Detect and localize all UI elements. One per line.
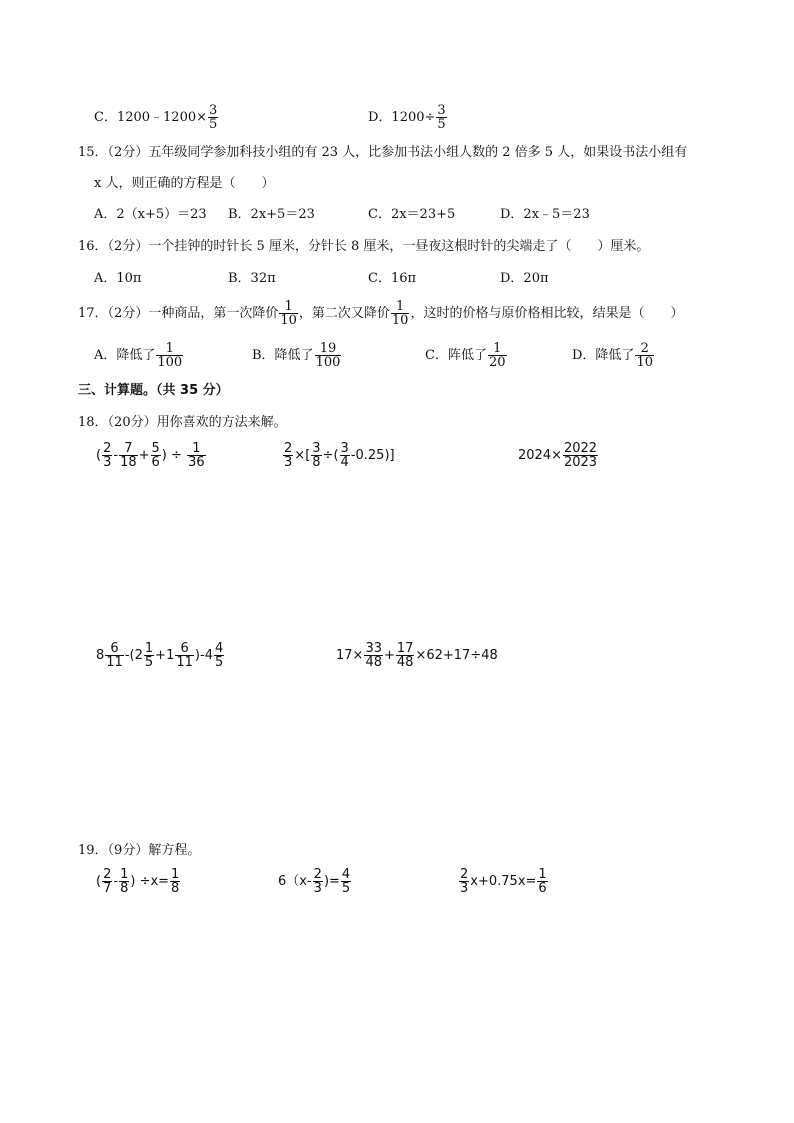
denominator: 10 <box>391 313 409 328</box>
q18-expression-1 <box>96 442 207 469</box>
numerator: 1 <box>144 641 154 656</box>
fraction <box>488 342 507 369</box>
denominator: 5 <box>144 655 154 670</box>
numerator: 7 <box>124 441 133 456</box>
whole-number: 1 <box>166 648 175 663</box>
denominator: 11 <box>106 655 123 670</box>
denominator: 5 <box>209 117 218 132</box>
fraction <box>119 868 129 895</box>
fraction <box>283 442 293 469</box>
numerator: 3 <box>340 441 349 456</box>
denominator: 6 <box>538 881 547 896</box>
numerator: 1 <box>165 341 174 356</box>
q17-stem <box>78 300 683 327</box>
fraction <box>102 868 112 895</box>
operator: + <box>155 648 167 663</box>
denominator: 10 <box>636 355 653 370</box>
denominator: 8 <box>312 455 321 470</box>
expression-text: 17× <box>336 648 364 663</box>
bracket: [ <box>305 448 311 463</box>
expression-text: x+0.75x= <box>470 874 537 889</box>
numerator: 1 <box>284 299 293 314</box>
denominator: 48 <box>365 655 382 670</box>
fraction <box>102 442 112 469</box>
numerator: 5 <box>151 441 160 456</box>
q18-stem: 18．（20分）用你喜欢的方法来解。 <box>78 415 287 430</box>
fraction <box>105 642 124 669</box>
q17-option-c <box>425 342 508 369</box>
operator: ÷ <box>322 448 334 463</box>
fraction <box>151 442 161 469</box>
numerator: 1 <box>538 867 547 882</box>
q19-stem: 19．（9分）解方程。 <box>78 843 201 858</box>
paren: ( <box>96 874 102 889</box>
numerator: 33 <box>365 641 382 656</box>
q17-option-d-text: D．降低了 <box>572 348 635 363</box>
numerator: 1 <box>120 867 129 882</box>
q16-option-c: C．16π <box>368 271 417 286</box>
bracket: )] <box>384 448 395 463</box>
q17-stem-part3: ，这时的价格与原价格相比较，结果是（ ） <box>410 306 684 321</box>
q17-stem-part2: ，第二次又降价 <box>298 306 390 321</box>
denominator: 18 <box>120 455 137 470</box>
denominator: 5 <box>341 881 351 896</box>
operator: + <box>138 448 150 463</box>
operator: + <box>383 648 395 663</box>
q15-option-b: B．2x+5＝23 <box>228 207 315 222</box>
q18-expression-4 <box>96 642 225 669</box>
numerator: 4 <box>341 867 351 882</box>
denominator: 4 <box>340 455 349 470</box>
whole-number: 8 <box>96 648 105 663</box>
expression-text: 2024× <box>518 448 562 463</box>
operator: - <box>113 448 119 463</box>
q15-stem-line2: x 人，则正确的方程是（ ） <box>94 176 275 191</box>
fraction <box>396 642 415 669</box>
numerator: 6 <box>110 641 119 656</box>
numerator: 1 <box>396 299 405 314</box>
numerator: 2 <box>103 867 112 882</box>
numerator: 4 <box>214 641 224 656</box>
denominator: 5 <box>437 117 446 132</box>
denominator: 3 <box>103 455 112 470</box>
numerator: 1 <box>192 441 201 456</box>
numerator: 2 <box>284 441 293 456</box>
denominator: 3 <box>313 881 322 896</box>
numerator: 3 <box>437 103 446 118</box>
fraction <box>391 300 410 327</box>
fraction <box>214 642 224 669</box>
q17-option-b <box>252 342 342 369</box>
q16-stem: 16．（2分）一个挂钟的时针长 5 厘米，分针长 8 厘米，一昼夜这根时针的尖端走了（ ）厘米。 <box>78 239 650 254</box>
numerator: 2 <box>460 867 469 882</box>
denominator: 20 <box>488 355 506 370</box>
denominator: 10 <box>280 313 297 328</box>
operator: × <box>294 448 306 463</box>
paren: ) <box>161 448 167 463</box>
denominator: 8 <box>171 881 180 896</box>
denominator: 48 <box>396 655 414 670</box>
numerator: 2 <box>640 341 649 356</box>
denominator: 8 <box>120 881 129 896</box>
q17-option-a <box>94 342 184 369</box>
fraction <box>187 442 206 469</box>
q15-option-d: D．2x﹣5＝23 <box>500 207 590 222</box>
q15-stem-line1: 15．（2分）五年级同学参加科技小组的有 23 人，比参加书法小组人数的 2 倍多 5 人，如果设书法小组有 <box>78 145 688 160</box>
fraction <box>156 342 183 369</box>
fraction <box>635 342 654 369</box>
fraction <box>315 342 342 369</box>
q14-option-c-text: C．1200﹣1200× <box>94 110 208 125</box>
paren: ) <box>194 648 200 663</box>
denominator: 36 <box>188 455 205 470</box>
q19-equation-1 <box>96 868 181 895</box>
q19-equation-2 <box>278 868 352 895</box>
paren: ( <box>129 648 135 663</box>
numerator: 2 <box>313 867 322 882</box>
paren: ) <box>130 874 136 889</box>
q18-expression-5 <box>336 642 498 669</box>
fraction <box>144 642 154 669</box>
fraction <box>119 442 138 469</box>
q18-expression-3 <box>518 442 599 469</box>
q17-option-d <box>572 342 655 369</box>
q17-stem-part1: 17．（2分）一种商品，第一次降价 <box>78 306 279 321</box>
numerator: 3 <box>209 103 218 118</box>
denominator: 3 <box>460 881 469 896</box>
denominator: 2023 <box>563 455 598 470</box>
numerator: 6 <box>180 641 189 656</box>
operator: ÷ <box>171 448 182 463</box>
fraction <box>311 442 321 469</box>
paren: ( <box>333 448 339 463</box>
q16-option-a: A．10π <box>94 271 142 286</box>
q19-equation-3 <box>458 868 549 895</box>
q16-option-b: B．32π <box>228 271 276 286</box>
fraction <box>459 868 469 895</box>
fraction <box>364 642 383 669</box>
operator: - <box>113 874 119 889</box>
expression-text: ×62+17÷48 <box>415 648 498 663</box>
fraction <box>436 104 446 131</box>
q14-option-d-text: D．1200÷ <box>368 110 436 125</box>
q15-option-a: A．2（x+5）＝23 <box>94 207 207 222</box>
q14-option-c <box>94 104 219 131</box>
fraction <box>537 868 547 895</box>
numerator: 19 <box>319 341 337 356</box>
fraction <box>175 642 194 669</box>
numerator: 17 <box>396 641 414 656</box>
operator: - <box>124 648 130 663</box>
numerator: 1 <box>171 867 180 882</box>
fraction <box>279 300 298 327</box>
q16-option-d: D．20π <box>500 271 549 286</box>
whole-number: 2 <box>134 648 143 663</box>
expression-text: 6（x- <box>278 874 312 889</box>
whole-number: 4 <box>204 648 213 663</box>
fraction <box>341 868 351 895</box>
expression-text: )= <box>323 874 340 889</box>
denominator: 100 <box>157 355 183 370</box>
q15-option-c: C．2x＝23+5 <box>368 207 456 222</box>
fraction <box>313 868 323 895</box>
denominator: 7 <box>103 881 112 896</box>
numerator: 2 <box>103 441 112 456</box>
numerator: 2022 <box>563 441 598 456</box>
denominator: 100 <box>315 355 341 370</box>
q14-option-d <box>368 104 448 131</box>
denominator: 6 <box>151 455 160 470</box>
numerator: 1 <box>493 341 502 356</box>
fraction <box>563 442 598 469</box>
paren: ( <box>96 448 102 463</box>
expression-text: ÷x= <box>139 874 170 889</box>
denominator: 11 <box>176 655 193 670</box>
decimal-term: -0.25 <box>350 448 385 463</box>
denominator: 5 <box>214 655 224 670</box>
q18-expression-2 <box>282 442 395 469</box>
numerator: 3 <box>312 441 321 456</box>
denominator: 3 <box>284 455 293 470</box>
section-heading: 三、计算题。（共 35 分） <box>78 383 229 398</box>
q17-option-c-text: C．阵低了 <box>425 348 487 363</box>
fraction <box>340 442 350 469</box>
operator: - <box>199 648 205 663</box>
fraction <box>170 868 180 895</box>
q17-option-b-text: B．降低了 <box>252 348 314 363</box>
fraction <box>208 104 218 131</box>
q17-option-a-text: A．降低了 <box>94 348 156 363</box>
